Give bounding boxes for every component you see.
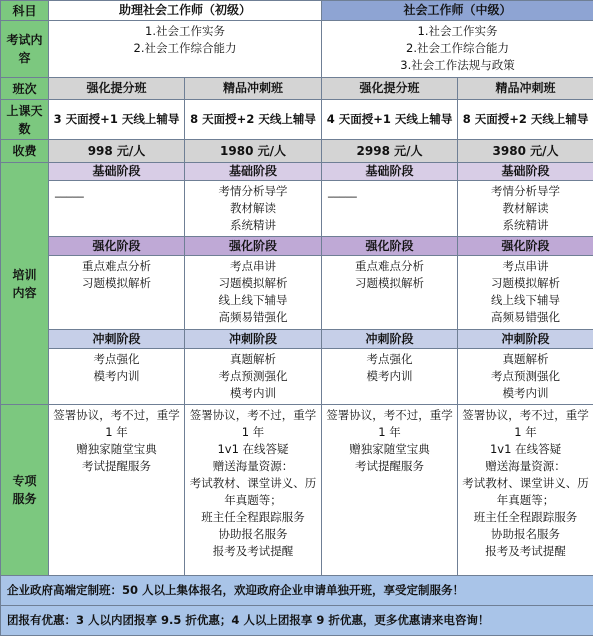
content-item: 考情分析导学 (491, 184, 561, 198)
basic-content (322, 181, 458, 237)
fee-value: 998 元/人 (49, 140, 185, 163)
content-item: 习题模拟解析 (491, 276, 561, 290)
service-item: 1v1 在线答疑 (217, 442, 289, 456)
fee-value: 3980 元/人 (458, 140, 593, 163)
content-item: 线上线下辅导 (491, 293, 561, 307)
footer-group-discount: 团报有优惠：3 人以内团报享 9.5 折优惠；4 人以上团报享 9 折优惠，更多优惠请来电咨询！ (1, 606, 593, 636)
fee-label: 收费 (1, 140, 49, 163)
class-name: 强化提分班 (49, 78, 185, 100)
exam-item: 1.社会工作实务 (145, 24, 225, 38)
content-item: 模考内训 (502, 386, 549, 400)
phase-title-sprint: 冲刺阶段 (322, 330, 458, 349)
content-item: 线上线下辅导 (218, 293, 288, 307)
content-item: 高频易错强化 (491, 310, 561, 324)
phase-title-strengthen: 强化阶段 (458, 237, 593, 256)
content-item: 习题模拟解析 (82, 276, 151, 290)
sprint-content (458, 349, 593, 405)
content-item: _____ (328, 184, 357, 198)
content-item: 教材解读 (502, 201, 549, 215)
sprint-content (185, 349, 322, 405)
content-item: 系统精讲 (502, 218, 549, 232)
service-item: 考试教材、课堂讲义、历年真题等； (462, 476, 589, 507)
service-item: 报考及考试提醒 (485, 544, 566, 558)
service-item: 签署协议，考不过，重学 1 年 (53, 408, 180, 439)
service-item: 考试教材、课堂讲义、历年真题等； (189, 476, 317, 507)
footer-custom-class: 企业政府高端定制班：50 人以上集体报名，欢迎政府企业申请单独开班，享受定制服务！ (1, 576, 593, 606)
service-item: 赠送海量资源： (212, 459, 294, 473)
service-label: 专项服务 (1, 405, 49, 576)
content-item: 考点串讲 (502, 259, 549, 273)
basic-content (49, 181, 185, 237)
exam-item: 3.社会工作法规与政策 (400, 58, 515, 72)
phase-title-basic: 基础阶段 (185, 163, 322, 181)
phase-title-basic: 基础阶段 (49, 163, 185, 181)
strengthen-content (49, 256, 185, 330)
content-item: 习题模拟解析 (218, 276, 288, 290)
assistant-title: 助理社会工作师（初级） (49, 1, 322, 21)
service-item: 班主任全程跟踪服务 (201, 510, 305, 524)
service-item: 协助报名服务 (491, 527, 561, 541)
phase-title-strengthen: 强化阶段 (49, 237, 185, 256)
phase-title-basic: 基础阶段 (322, 163, 458, 181)
service-item: 考试提醒服务 (355, 459, 425, 473)
basic-content (185, 181, 322, 237)
days-value: 8 天面授+2 天线上辅导 (458, 100, 593, 140)
class-label: 班次 (1, 78, 49, 100)
content-item: 高频易错强化 (218, 310, 288, 324)
service-content (49, 405, 185, 576)
sprint-content (49, 349, 185, 405)
days-value: 4 天面授+1 天线上辅导 (322, 100, 458, 140)
class-name: 精品冲刺班 (458, 78, 593, 100)
service-item: 签署协议，考不过，重学 1 年 (189, 408, 317, 439)
content-item: 系统精讲 (230, 218, 276, 232)
service-item: 班主任全程跟踪服务 (473, 510, 578, 524)
intermediate-title: 社会工作师（中级） (322, 1, 593, 21)
service-item: 1v1 在线答疑 (489, 442, 562, 456)
content-item: 真题解析 (502, 352, 549, 366)
days-label: 上课天数 (1, 100, 49, 140)
sprint-content (322, 349, 458, 405)
assistant-exam-content (49, 21, 322, 78)
exam-label: 考试内容 (1, 21, 49, 78)
content-item: 考点强化 (93, 352, 140, 366)
service-item: 赠送海量资源： (485, 459, 566, 473)
content-item: _____ (55, 184, 84, 198)
content-item: 考点预测强化 (218, 369, 288, 383)
service-item: 考试提醒服务 (82, 459, 151, 473)
service-content (322, 405, 458, 576)
class-name: 精品冲刺班 (185, 78, 322, 100)
exam-item: 2.社会工作综合能力 (406, 41, 510, 55)
basic-content (458, 181, 593, 237)
training-label: 培训内容 (1, 163, 49, 405)
service-item: 协助报名服务 (218, 527, 288, 541)
service-content (458, 405, 593, 576)
days-value: 3 天面授+1 天线上辅导 (49, 100, 185, 140)
service-item: 赠独家随堂宝典 (76, 442, 157, 456)
days-value: 8 天面授+2 天线上辅导 (185, 100, 322, 140)
strengthen-content (458, 256, 593, 330)
strengthen-content (322, 256, 458, 330)
content-item: 考情分析导学 (218, 184, 288, 198)
service-content (185, 405, 322, 576)
phase-title-basic: 基础阶段 (458, 163, 593, 181)
service-item: 赠独家随堂宝典 (349, 442, 430, 456)
content-item: 重点难点分析 (355, 259, 425, 273)
exam-item: 1.社会工作实务 (417, 24, 498, 38)
exam-item: 2.社会工作综合能力 (133, 41, 237, 55)
content-item: 模考内训 (93, 369, 140, 383)
service-item: 签署协议，考不过，重学 1 年 (462, 408, 589, 439)
service-item: 签署协议，考不过，重学 1 年 (326, 408, 453, 439)
content-item: 考点串讲 (230, 259, 276, 273)
phase-title-sprint: 冲刺阶段 (49, 330, 185, 349)
content-item: 考点强化 (366, 352, 413, 366)
content-item: 模考内训 (230, 386, 276, 400)
phase-title-sprint: 冲刺阶段 (458, 330, 593, 349)
fee-value: 2998 元/人 (322, 140, 458, 163)
intermediate-exam-content (322, 21, 593, 78)
content-item: 重点难点分析 (82, 259, 151, 273)
phase-title-strengthen: 强化阶段 (185, 237, 322, 256)
class-name: 强化提分班 (322, 78, 458, 100)
content-item: 真题解析 (230, 352, 276, 366)
subject-label: 科目 (1, 1, 49, 21)
fee-value: 1980 元/人 (185, 140, 322, 163)
service-item: 报考及考试提醒 (212, 544, 294, 558)
content-item: 模考内训 (366, 369, 413, 383)
content-item: 习题模拟解析 (355, 276, 425, 290)
content-item: 教材解读 (230, 201, 276, 215)
strengthen-content (185, 256, 322, 330)
phase-title-sprint: 冲刺阶段 (185, 330, 322, 349)
content-item: 考点预测强化 (491, 369, 561, 383)
phase-title-strengthen: 强化阶段 (322, 237, 458, 256)
